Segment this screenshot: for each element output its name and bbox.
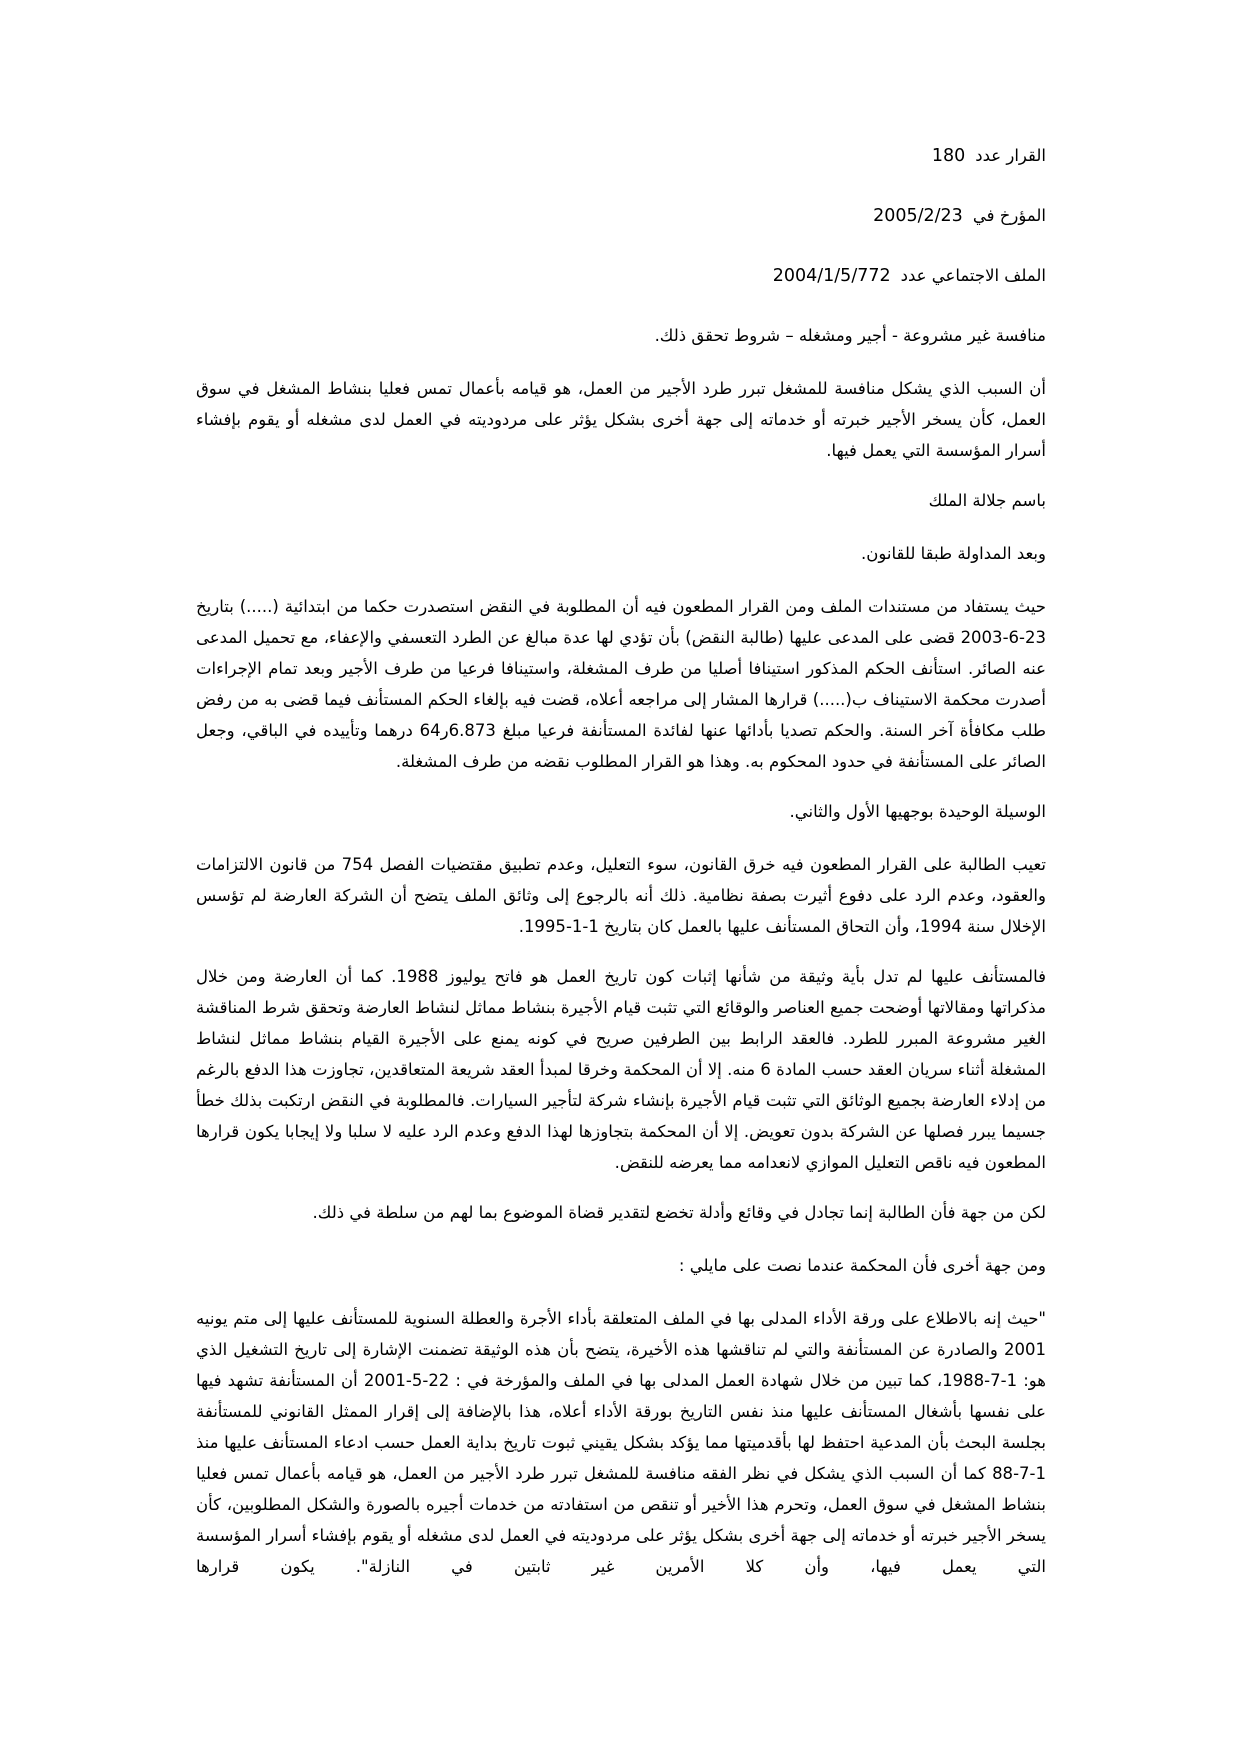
- keywords-line: منافسة غير مشروعة - أجير ومشغله – شروط تحقق ذلك.: [654, 326, 1046, 345]
- response-paragraph: لكن من جهة فأن الطالبة إنما تجادل في وقائع وأدلة تخضع لتقدير قضاة الموضوع بما لهم من سلطة في ذلك.: [312, 1203, 1046, 1222]
- decision-number: 180: [931, 146, 966, 166]
- file-number: 2004/1/5/772: [772, 266, 891, 286]
- date-label: المؤرخ في: [972, 206, 1046, 225]
- legal-principle: أن السبب الذي يشكل منافسة للمشغل تبرر طرد الأجير من العمل، هو قيامه بأعمال تمس فعليا بنشاط المشغل في سوق العمل، كأن يسخر الأجير خبرته أو خدماته إلى جهة أخرى بشكل يؤثر على مردوديته في العمل لدى مشغله أو يقوم بإفشاء أسرار المؤسسة التي يعمل فيها.: [196, 379, 1046, 460]
- king-invocation: باسم جلالة الملك: [928, 491, 1046, 510]
- means-title: الوسيلة الوحيدة بوجهيها الأول والثاني.: [789, 802, 1046, 821]
- file-number-line: [196, 260, 1046, 292]
- decision-date: 2005/2/23: [873, 206, 963, 226]
- decision-label: القرار عدد: [975, 146, 1046, 165]
- facts-paragraph: حيث يستفاد من مستندات الملف ومن القرار المطعون فيه أن المطلوبة في النقض استصدرت حكما من ابتدائية (.....) بتاريخ 23-6-2003 قضى على المدعى عليها (طالبة النقض) بأن تؤدي لها عدة مبالغ عن الطرد التعسفي والإعفاء، مع تحميل المدعى عنه الصائر. استأنف الحكم المذكور استينافا أصليا من طرف المشغلة، واستينافا فرعيا من طرف الأجير وبعد تمام الإجراءات أصدرت محكمة الاستيناف ب(.....) قرارها المشار إلى مراجعه أعلاه، قضت فيه بإلغاء الحكم المستأنف فيما قضى به من رفض طلب مكافأة آخر السنة. والحكم تصديا بأدائها عنها لفائدة المستأنفة فرعيا مبلغ 6.873ر64 درهما وتأييده في الباقي، وجعل الصائر على المستأنفة في حدود المحكوم به. وهذا هو القرار المطلوب نقضه من طرف المشغلة.: [196, 597, 1046, 771]
- argument-paragraph: فالمستأنف عليها لم تدل بأية وثيقة من شأنها إثبات كون تاريخ العمل هو فاتح يوليوز 1988. كما أن العارضة ومن خلال مذكراتها ومقالاتها أوضحت جميع العناصر والوقائع التي تثبت قيام الأجيرة بنشاط مماثل لنشاط العارضة وتحقق شرط المناقشة الغير مشروعة المبرر للطرد. فالعقد الرابط بين الطرفين صريح في كونه يمنع على الأجيرة القيام بنشاط مماثل لنشاط المشغلة أثناء سريان العقد حسب المادة 6 منه. إلا أن المحكمة وخرقا لمبدأ العقد شريعة المتعاقدين، تجاوزت هذا الدفع بالرغم من إدلاء العارضة بجميع الوثائق التي تثبت قيام الأجيرة بإنشاء شركة لتأجير السيارات. فالمطلوبة في النقض ارتكبت بذلك خطأ جسيما يبرر فصلها عن الشركة بدون تعويض. إلا أن المحكمة بتجاوزها لهذا الدفع وعدم الرد عليه لا سلبا ولا إيجابا يكون قرارها المطعون فيه ناقص التعليل الموازي لانعدامه مما يعرضه للنقض.: [196, 967, 1046, 1172]
- document-body: [196, 140, 1046, 1582]
- decision-date-line: [196, 200, 1046, 232]
- court-quote-paragraph: "حيث إنه بالاطلاع على ورقة الأداء المدلى بها في الملف المتعلقة بأداء الأجرة والعطلة السنوية للمستأنف عليها إلى متم يونيه 2001 والصادرة عن المستأنفة والتي لم تناقشها هذه الأخيرة، يتضح بأن هذه الوثيقة تضمنت الإشارة إلى تاريخ التشغيل الذي هو: 1-7-1988، كما تبين من خلال شهادة العمل المدلى بها في الملف والمؤرخة في : 22-5-2001 أن المستأنفة تشهد فيها على نفسها بأشغال المستأنف عليها منذ نفس التاريخ بورقة الأداء أعلاه، هذا بالإضافة إلى إقرار الممثل القانوني للمستأنفة بجلسة البحث بأن المدعية احتفظ لها بأقدميتها مما يؤكد بشكل يقيني ثبوت تاريخ بداية العمل حسب ادعاء المستأنف عليها منذ 1-7-88 كما أن السبب الذي يشكل في نظر الفقه منافسة للمشغل تبرر طرد الأجير من العمل، هو قيامه بأعمال تمس فعليا بنشاط المشغل في سوق العمل، وتحرم هذا الأخير أو تنقص من استفادته من خدمات أجيره بالصورة والشكل المطلوبين، كأن يسخر الأجير خبرته أو خدماته إلى جهة أخرى بشكل يؤثر على مردوديته في العمل لدى مشغله أو يقوم بإفشاء أسرار المؤسسة التي يعمل فيها، وأن كلا الأمرين غير ثابتين في النازلة". يكون قرارها: [196, 1309, 1047, 1576]
- deliberation-line: وبعد المداولة طبقا للقانون.: [861, 544, 1046, 563]
- means-paragraph: تعيب الطالبة على القرار المطعون فيه خرق القانون، سوء التعليل، وعدم تطبيق مقتضيات الفصل 754 من قانون الالتزامات والعقود، وعدم الرد على دفوع أثيرت بصفة نظامية. ذلك أنه بالرجوع إلى وثائق الملف يتضح أن الشركة العارضة لم تؤسس الإخلال سنة 1994، وأن التحاق المستأنف عليها بالعمل كان بتاريخ 1-1-1995.: [196, 855, 1047, 936]
- court-statement-intro: ومن جهة أخرى فأن المحكمة عندما نصت على مايلي :: [678, 1256, 1046, 1275]
- decision-number-line: [196, 140, 1046, 172]
- file-label: الملف الاجتماعي عدد: [900, 266, 1046, 285]
